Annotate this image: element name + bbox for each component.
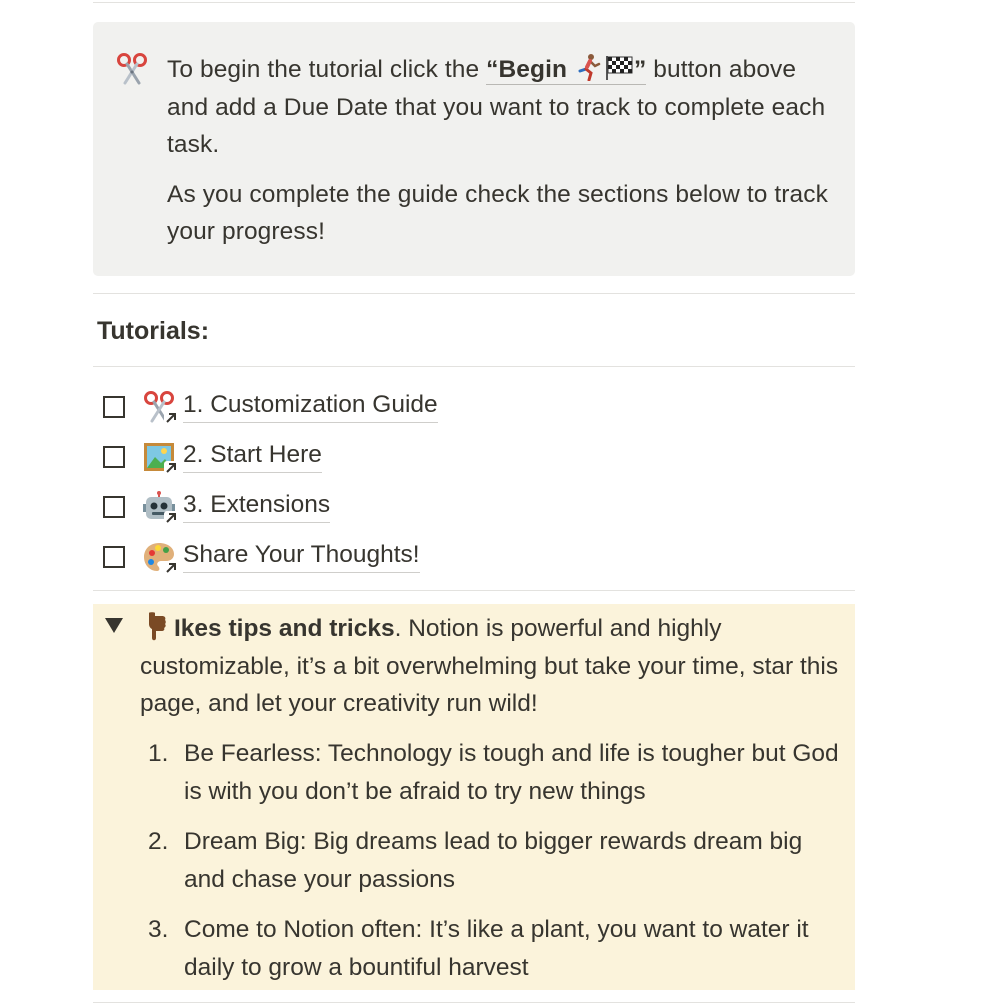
list-item [140,911,840,986]
link-arrow-icon [164,411,178,425]
intro-callout [93,22,855,276]
todo-item-share-your-thoughts [93,535,855,575]
scissors-icon [115,52,149,86]
begin-button-link[interactable] [486,56,646,85]
framed-picture-icon[interactable] [142,440,176,474]
list-item [140,735,840,810]
callout-text [167,51,837,251]
link-arrow-icon [164,561,178,575]
checkered-flag-icon [604,53,634,81]
list-number: 3. [148,916,169,943]
todo-link[interactable]: 1. Customization Guide [183,388,438,423]
section-divider [93,293,855,294]
callout-text-after: button above and add a Due Date that you want to track to complete each task. [167,56,826,158]
tutorials-heading: Tutorials: [97,317,210,345]
list-item-text: Be Fearless: Technology is tough and life is tougher but God is with you don’t be afraid to try new things [184,740,839,805]
toggle-triangle-icon[interactable] [105,618,123,633]
todo-link[interactable]: 3. Extensions [183,488,330,523]
pointing-down-icon [140,611,168,641]
begin-button-label-start: “Begin [486,56,574,83]
tips-numbered-list [140,735,840,999]
todo-checkbox[interactable] [103,396,125,418]
todo-item-extensions [93,485,855,525]
section-divider [93,590,855,591]
list-item [140,823,840,898]
todo-checkbox[interactable] [103,446,125,468]
todo-item-start-here [93,435,855,475]
list-number: 1. [148,740,169,767]
list-item-text: Come to Notion often: It’s like a plant, you want to water it daily to grow a bountiful harvest [184,916,809,981]
heading-divider [93,366,855,367]
bottom-divider [93,1002,855,1003]
list-number: 2. [148,828,169,855]
begin-button-label-end: ” [633,56,647,83]
tips-title: Ikes tips and tricks [174,615,395,642]
todo-checkbox[interactable] [103,546,125,568]
todo-checkbox[interactable] [103,496,125,518]
callout-paragraph-1 [167,51,837,164]
robot-icon[interactable] [142,490,176,524]
runner-icon [574,53,604,81]
todo-link[interactable]: 2. Start Here [183,438,322,473]
callout-text-before: To begin the tutorial click the [167,56,487,83]
tips-intro-text: . Notion is powerful and highly customizable, it’s a bit overwhelming but take your time, star this page, and let your creativity run wild! [140,615,839,717]
list-item-text: Dream Big: Big dreams lead to bigger rewards dream big and chase your passions [184,828,803,893]
callout-paragraph-2: As you complete the guide check the sections below to track your progress! [167,180,828,245]
scissors-icon[interactable] [142,390,176,424]
link-arrow-icon [164,511,178,525]
todo-item-customization-guide [93,385,855,425]
artist-palette-icon[interactable] [142,540,176,574]
link-arrow-icon [164,461,178,475]
tips-intro [140,610,840,723]
top-divider [93,2,855,3]
todo-link[interactable]: Share Your Thoughts! [183,538,420,573]
tips-toggle-block [93,604,855,990]
